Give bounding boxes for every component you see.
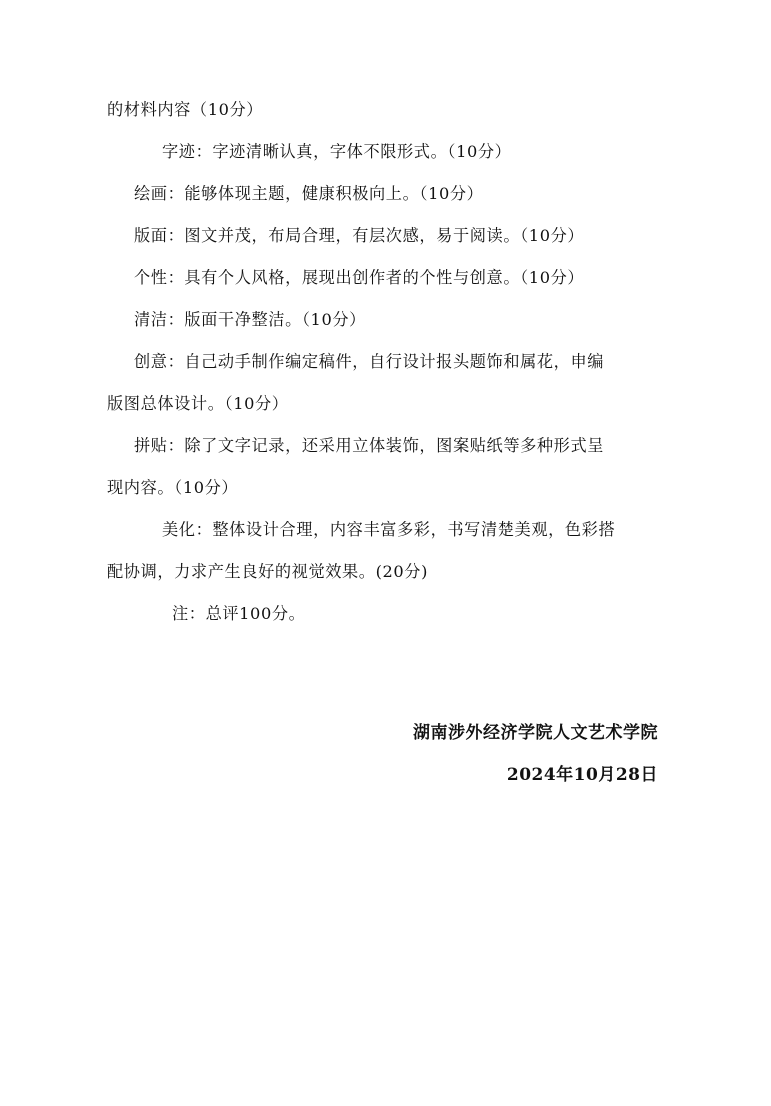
signature-organization: 湖南涉外经济学院人文艺术学院 — [413, 723, 658, 743]
criterion-layout: 版面：图文并茂，布局合理，有层次感，易于阅读。（10分） — [134, 226, 585, 245]
text-line: 配协调，力求产生良好的视觉效果。(20分) — [107, 562, 429, 581]
signature-date: 2024年10月28日 — [506, 765, 658, 785]
criterion-personality: 个性：具有个人风格，展现出创作者的个性与创意。（10分） — [134, 268, 585, 287]
criterion-creativity: 创意：自己动手制作编定稿件，自行设计报头题饰和属花，申编 — [134, 352, 605, 371]
text-line: 版图总体设计。（10分） — [107, 394, 289, 413]
note-total-score: 注：总评100分。 — [172, 604, 306, 623]
text-line: 现内容。（10分） — [107, 478, 239, 497]
criterion-beautification: 美化：整体设计合理，内容丰富多彩，书写清楚美观，色彩搭 — [162, 520, 616, 539]
text-line: 的材料内容（10分） — [107, 100, 264, 119]
criterion-collage: 拼贴：除了文字记录，还采用立体装饰，图案贴纸等多种形式呈 — [134, 436, 605, 455]
criterion-handwriting: 字迹：字迹清晰认真，字体不限形式。（10分） — [162, 142, 512, 161]
criterion-cleanliness: 清洁：版面干净整洁。（10分） — [134, 310, 366, 329]
criterion-drawing: 绘画：能够体现主题，健康积极向上。（10分） — [134, 184, 484, 203]
